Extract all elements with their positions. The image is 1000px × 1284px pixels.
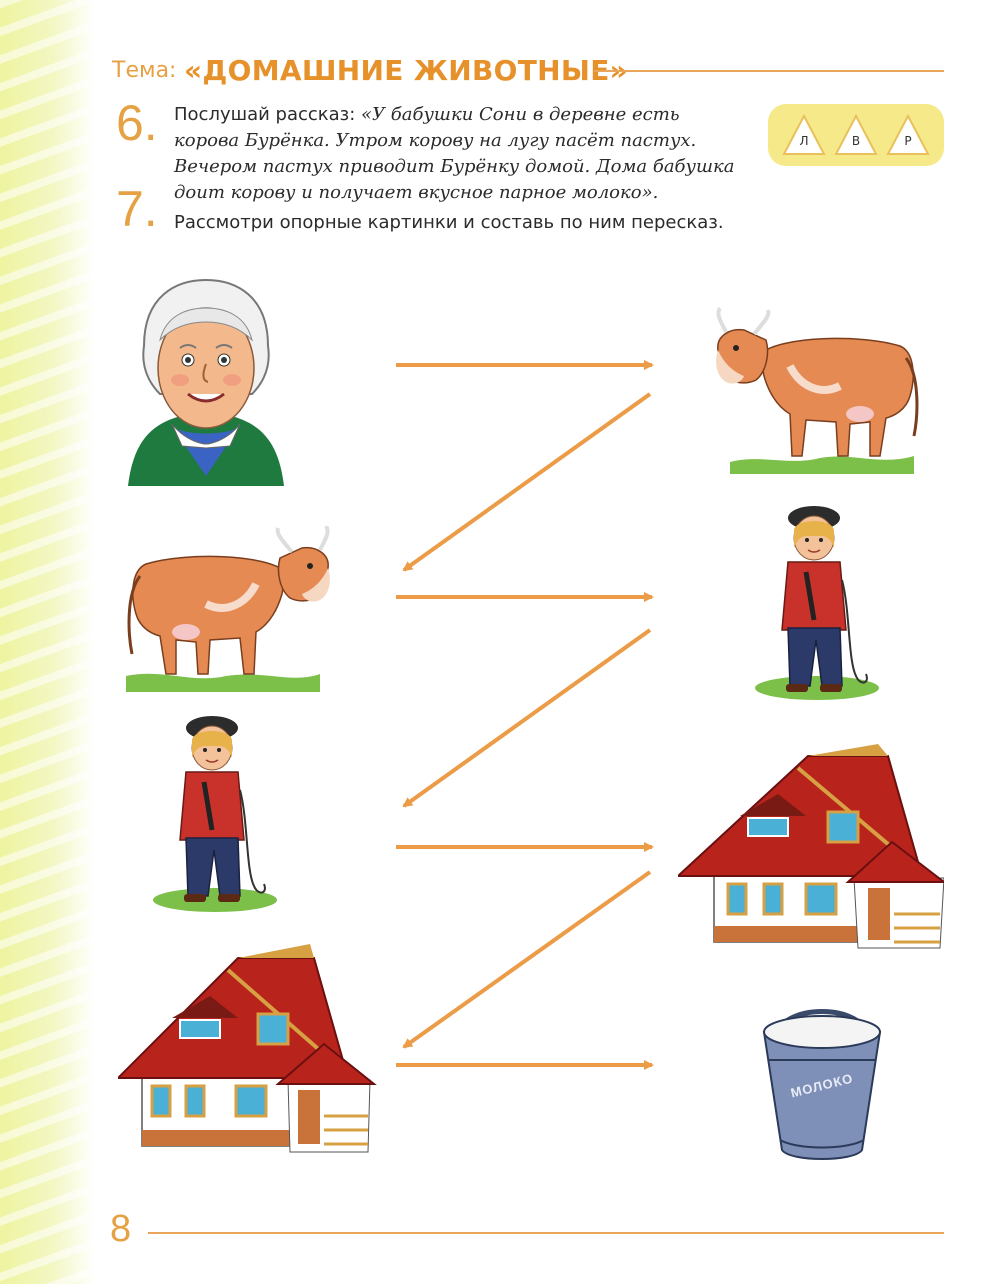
task-6-intro: Послушай рассказ: — [174, 104, 362, 125]
arrow-diag-1 — [404, 394, 650, 570]
task-6-story: «У бабушки Сони в деревне есть корова Бурёнка. Утром корову на лугу пасёт пастух. Вечером пастух приводит Бурёнку домой. Дома бабушка доит корову и получает вкусное парное молоко». — [174, 104, 735, 203]
bucket-label: МОЛОКО — [789, 1070, 855, 1101]
task-7-text: Рассмотри опорные картинки и составь по ним пересказ. — [174, 212, 724, 233]
shepherd-picture-2 — [150, 710, 280, 914]
badge-letter: Р — [904, 134, 912, 148]
shepherd-picture-1 — [752, 500, 882, 702]
grandmother-picture — [126, 276, 286, 490]
arrow-diag-3 — [404, 872, 650, 1047]
task-6-number: 6. — [116, 95, 158, 151]
footer-rule — [148, 1232, 944, 1234]
house-picture-1 — [678, 738, 944, 960]
theme-prefix: Тема: — [112, 58, 177, 83]
milk-bucket-picture — [754, 992, 890, 1164]
theme-title: «ДОМАШНИЕ ЖИВОТНЫЕ» — [184, 54, 629, 87]
page-number: 8 — [110, 1208, 132, 1250]
cow-picture-1 — [710, 306, 920, 478]
task-7-number: 7. — [116, 181, 158, 237]
cow-picture-2 — [122, 526, 336, 694]
badge-letter: Л — [799, 134, 809, 148]
arrow-diag-2 — [404, 630, 650, 806]
house-picture-2 — [118, 940, 378, 1162]
badge-letter: В — [851, 134, 861, 148]
